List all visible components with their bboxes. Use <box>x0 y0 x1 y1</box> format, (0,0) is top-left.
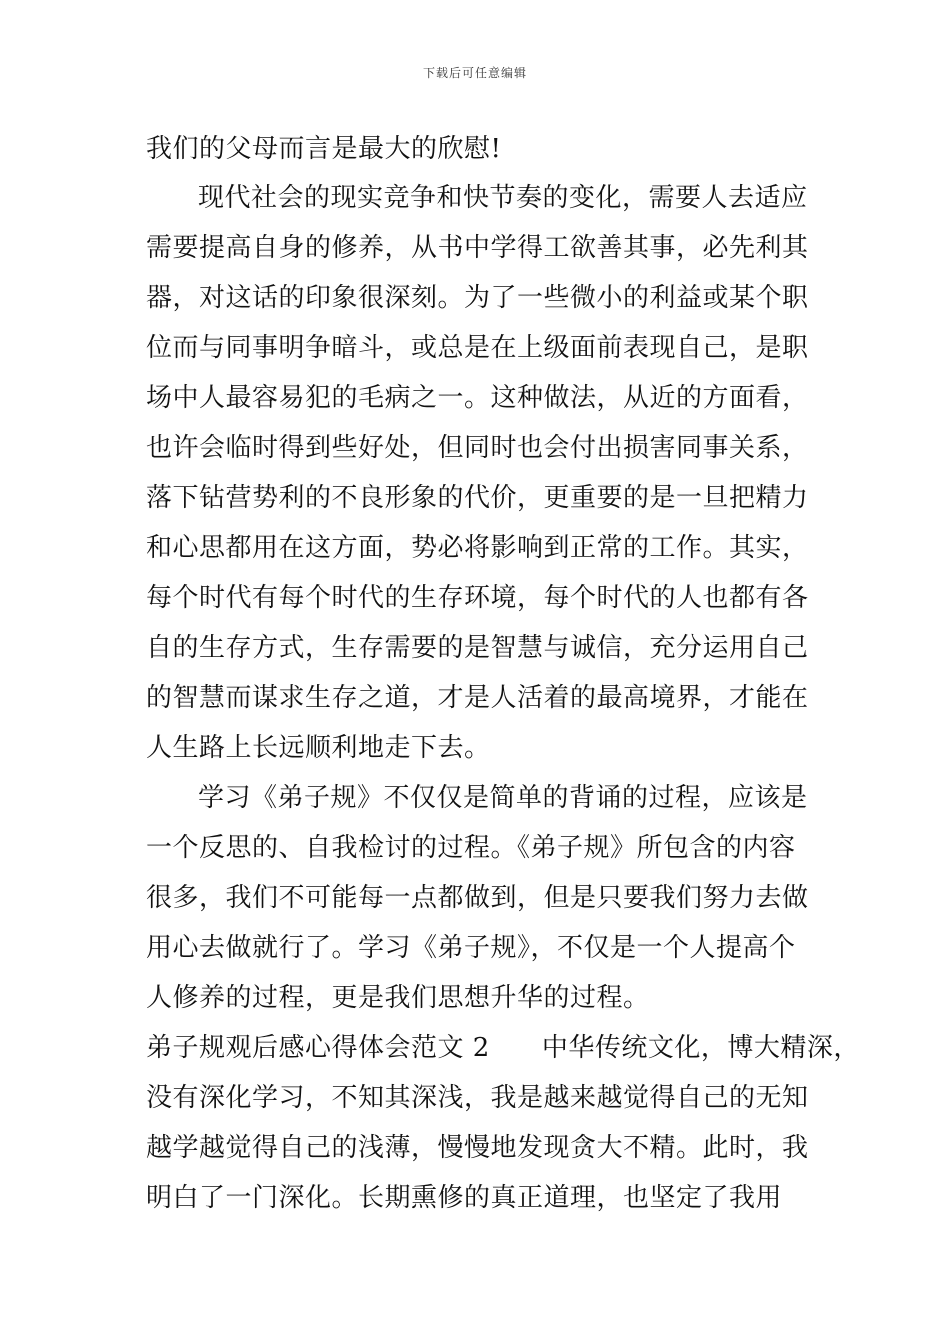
text-line: 我们的父母而言是最大的欣慰! <box>146 134 502 164</box>
section-heading-continuation: 中华传统文化，博大精深， <box>541 1033 860 1063</box>
text-line: 人生路上长远顺利地走下去。 <box>146 733 491 763</box>
text-line: 落下钻营势利的不良形象的代价，更重要的是一旦把精力 <box>146 483 809 513</box>
text-line: 用心去做就行了。学习《弟子规》，不仅是一个人提高个 <box>146 933 796 963</box>
text-line: 需要提高自身的修养，从书中学得工欲善其事，必先利其 <box>146 233 809 263</box>
text-line: 越学越觉得自己的浅薄，慢慢地发现贪大不精。此时，我 <box>146 1133 809 1163</box>
text-line: 场中人最容易犯的毛病之一。这种做法，从近的方面看， <box>146 383 809 413</box>
text-line: 没有深化学习，不知其深浅，我是越来越觉得自己的无知 <box>146 1083 809 1113</box>
text-line: 一个反思的、自我检讨的过程。《弟子规》所包含的内容 <box>146 833 796 863</box>
text-line: 很多，我们不可能每一点都做到，但是只要我们努力去做 <box>146 883 809 913</box>
page-header: 下载后可任意编辑 <box>422 66 527 80</box>
text-line: 的智慧而谋求生存之道，才是人活着的最高境界，才能在 <box>146 683 809 713</box>
text-line: 自的生存方式，生存需要的是智慧与诚信，充分运用自己 <box>146 633 809 663</box>
text-line: 每个时代有每个时代的生存环境，每个时代的人也都有各 <box>146 583 809 613</box>
paragraph-start: 学习《弟子规》不仅仅是简单的背诵的过程，应该是 <box>198 783 808 813</box>
paragraph-start: 现代社会的现实竞争和快节奏的变化，需要人去适应 <box>198 183 808 213</box>
text-line: 位而与同事明争暗斗，或总是在上级面前表现自己，是职 <box>146 333 809 363</box>
section-heading: 弟子规观后感心得体会范文 2 <box>146 1033 490 1063</box>
section-heading-line <box>146 1032 860 1064</box>
text-line: 人修养的过程，更是我们思想升华的过程。 <box>146 983 650 1013</box>
text-line: 器，对这话的印象很深刻。为了一些微小的利益或某个职 <box>146 283 809 313</box>
text-line: 也许会临时得到些好处，但同时也会付出损害同事关系， <box>146 433 809 463</box>
text-line: 明白了一门深化。长期熏修的真正道理，也坚定了我用 <box>146 1183 783 1213</box>
text-line: 和心思都用在这方面，势必将影响到正常的工作。其实， <box>146 533 809 563</box>
